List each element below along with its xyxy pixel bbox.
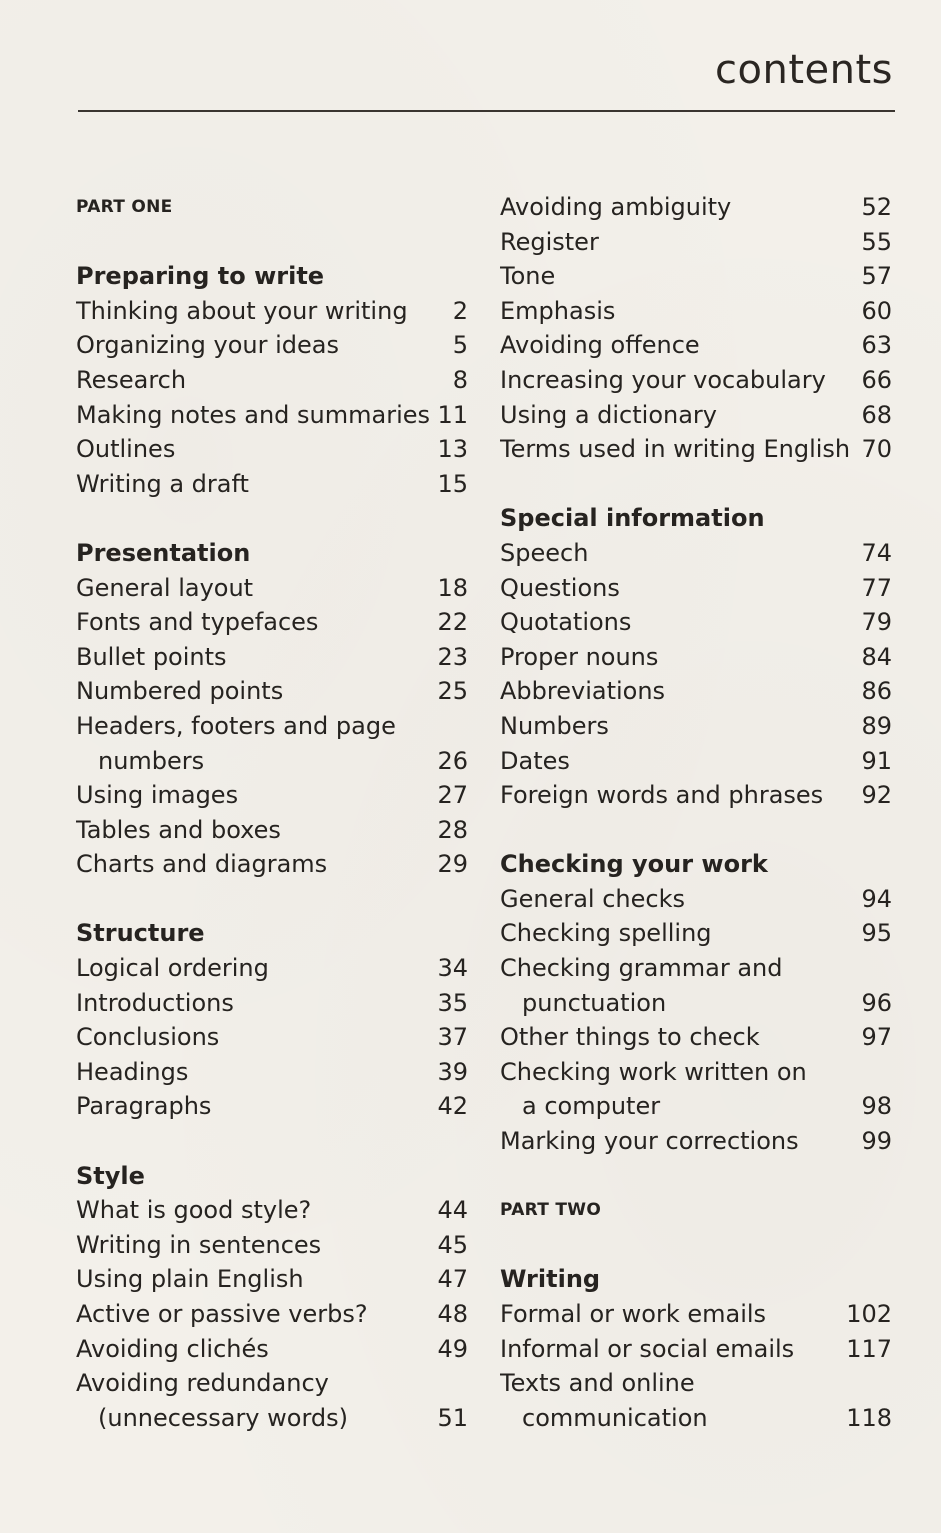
toc-entry-label: numbers	[98, 746, 205, 775]
toc-entry-label: Informal or social emails	[500, 1334, 795, 1363]
toc-entry-label: Questions	[500, 573, 620, 602]
toc-entry	[500, 294, 892, 329]
toc-entry	[76, 674, 468, 709]
toc-page-number: 86	[861, 677, 892, 706]
toc-entry	[500, 190, 892, 225]
spacer	[500, 813, 892, 848]
toc-entry	[76, 1020, 468, 1055]
toc-entry-label: Register	[500, 227, 599, 256]
toc-entry-label: Organizing your ideas	[76, 331, 339, 360]
section-heading-label: Structure	[76, 919, 205, 948]
toc-entry	[500, 1332, 892, 1367]
toc-entry	[76, 1228, 468, 1263]
toc-entry-label: Using plain English	[76, 1265, 304, 1294]
spacer	[76, 1124, 468, 1159]
toc-entry-label: Other things to check	[500, 1023, 760, 1052]
toc-page-number: 118	[846, 1403, 892, 1432]
toc-entry	[500, 986, 892, 1021]
toc-entry	[500, 674, 892, 709]
toc-entry-label: Using images	[76, 781, 239, 810]
toc-page-number: 49	[437, 1334, 468, 1363]
toc-page-number: 34	[437, 954, 468, 983]
toc-entry-label: Terms used in writing English	[500, 435, 851, 464]
toc-page-number: 48	[437, 1300, 468, 1328]
toc-entry-label: Numbered points	[76, 677, 284, 706]
toc-entry	[500, 1124, 892, 1159]
toc-page-number: 102	[846, 1300, 892, 1328]
toc-entry	[76, 1193, 468, 1228]
toc-entry-label: communication	[522, 1403, 708, 1432]
spacer	[76, 882, 468, 917]
toc-entry	[500, 1020, 892, 1055]
toc-entry-label: Writing in sentences	[76, 1230, 322, 1259]
toc-page-number: 42	[437, 1092, 468, 1121]
toc-page-number: 92	[861, 781, 892, 810]
toc-page-number: 95	[861, 919, 892, 948]
toc-page-number: 13	[437, 435, 468, 464]
section-heading-label: Style	[76, 1161, 145, 1190]
toc-entry-label: Avoiding redundancy	[76, 1369, 329, 1398]
toc-entry-label: Research	[76, 365, 187, 394]
toc-page-number: 57	[861, 262, 892, 291]
toc-page-number: 91	[861, 746, 892, 775]
spacer	[500, 1228, 892, 1263]
toc-page-number: 96	[861, 988, 892, 1017]
toc-page-number: 22	[437, 608, 468, 637]
toc-entry	[500, 536, 892, 571]
toc-entry	[76, 1055, 468, 1090]
section-heading	[76, 916, 468, 951]
toc-entry	[76, 571, 468, 606]
toc-page-number: 18	[437, 573, 468, 602]
section-heading-label: Preparing to write	[76, 262, 325, 291]
toc-entry	[500, 1297, 892, 1332]
toc-entry	[76, 1401, 468, 1436]
part-title: PART TWO	[500, 1200, 602, 1221]
toc-entry-label: What is good style?	[76, 1196, 312, 1225]
toc-page-number: 63	[861, 331, 892, 360]
toc-entry	[76, 432, 468, 467]
toc-entry-label: Avoiding clichés	[76, 1334, 269, 1363]
part-label	[500, 1193, 892, 1228]
spacer	[500, 467, 892, 502]
toc-entry	[76, 709, 468, 744]
toc-entry-label: Active or passive verbs?	[76, 1300, 368, 1328]
section-heading	[76, 536, 468, 571]
part-title: PART ONE	[76, 197, 173, 217]
toc-page-number: 39	[437, 1057, 468, 1086]
section-heading	[500, 847, 892, 882]
section-heading-label: Writing	[500, 1265, 601, 1294]
toc-entry	[76, 363, 468, 398]
toc-entry	[76, 605, 468, 640]
toc-page-number: 68	[861, 400, 892, 429]
toc-entry	[76, 1089, 468, 1124]
toc-page-number: 51	[437, 1403, 468, 1432]
toc-entry-label: Making notes and summaries	[76, 400, 431, 429]
toc-page-number: 74	[861, 538, 892, 567]
toc-page-number: 15	[437, 469, 468, 498]
toc-page-number: 84	[861, 642, 892, 671]
toc-page-number: 66	[861, 365, 892, 394]
section-heading	[500, 501, 892, 536]
toc-entry-label: Writing a draft	[76, 469, 249, 498]
toc-entry	[500, 328, 892, 363]
section-heading-label: Special information	[500, 504, 765, 533]
toc-entry-label: Quotations	[500, 608, 632, 637]
toc-entry-label: Charts and diagrams	[76, 850, 328, 879]
toc-entry-label: a computer	[522, 1092, 661, 1121]
toc-entry	[500, 640, 892, 675]
contents-right-column	[500, 190, 892, 1435]
section-heading	[76, 259, 468, 294]
toc-entry-label: General layout	[76, 573, 254, 602]
toc-entry-label: Marking your corrections	[500, 1127, 799, 1156]
toc-page-number: 99	[861, 1127, 892, 1156]
toc-entry	[76, 467, 468, 502]
toc-page-number: 79	[861, 608, 892, 637]
toc-entry	[500, 778, 892, 813]
spacer	[500, 1159, 892, 1194]
toc-entry	[500, 744, 892, 779]
spacer	[76, 501, 468, 536]
toc-entry-label: punctuation	[522, 988, 667, 1017]
toc-page-number: 25	[437, 677, 468, 706]
toc-entry	[500, 259, 892, 294]
toc-entry	[500, 1401, 892, 1436]
toc-page-number: 94	[861, 884, 892, 913]
section-heading-label: Presentation	[76, 538, 251, 567]
toc-entry	[500, 1089, 892, 1124]
toc-entry-label: Texts and online	[500, 1369, 695, 1398]
toc-page-number: 45	[437, 1230, 468, 1259]
toc-entry	[76, 951, 468, 986]
toc-entry	[500, 398, 892, 433]
toc-entry-label: Speech	[500, 538, 589, 567]
toc-entry-label: Headers, footers and page	[76, 711, 396, 740]
part-label	[76, 190, 468, 225]
toc-entry-label: Emphasis	[500, 296, 616, 325]
toc-entry	[500, 951, 892, 986]
spacer	[76, 225, 468, 260]
toc-entry-label: General checks	[500, 884, 685, 913]
toc-entry-label: Tables and boxes	[76, 815, 281, 844]
toc-page-number: 55	[861, 227, 892, 256]
toc-entry	[500, 709, 892, 744]
toc-entry-label: Checking spelling	[500, 919, 712, 948]
toc-entry	[76, 1366, 468, 1401]
toc-page-number: 35	[437, 988, 468, 1017]
toc-entry-label: Checking grammar and	[500, 954, 783, 983]
toc-entry-label: Checking work written on	[500, 1057, 807, 1086]
toc-page-number: 29	[437, 850, 468, 879]
toc-page-number: 60	[861, 296, 892, 325]
toc-page-number: 77	[861, 573, 892, 602]
toc-page-number: 47	[437, 1265, 468, 1294]
toc-page-number: 37	[437, 1023, 468, 1052]
toc-entry	[500, 432, 892, 467]
toc-entry	[500, 882, 892, 917]
section-heading-label: Checking your work	[500, 850, 768, 879]
toc-entry-label: Avoiding ambiguity	[500, 193, 732, 221]
contents-left-column	[76, 190, 468, 1435]
toc-page-number: 44	[437, 1196, 468, 1225]
toc-entry-label: Bullet points	[76, 642, 227, 671]
toc-page-number: 98	[861, 1092, 892, 1121]
toc-entry	[76, 1332, 468, 1367]
toc-entry	[76, 328, 468, 363]
toc-entry	[500, 605, 892, 640]
toc-page-number: 11	[437, 400, 468, 429]
toc-entry	[76, 986, 468, 1021]
toc-entry	[76, 294, 468, 329]
toc-page-number: 5	[452, 331, 468, 360]
toc-entry	[500, 1055, 892, 1090]
toc-entry-label: Outlines	[76, 435, 176, 464]
toc-entry-label: Tone	[500, 262, 556, 291]
toc-entry-label: (unnecessary words)	[98, 1403, 348, 1432]
toc-page-number: 97	[861, 1023, 892, 1052]
toc-entry	[76, 847, 468, 882]
toc-entry-label: Using a dictionary	[500, 400, 717, 429]
toc-entry	[500, 363, 892, 398]
toc-entry	[76, 813, 468, 848]
toc-entry-label: Introductions	[76, 988, 234, 1017]
toc-entry-label: Fonts and typefaces	[76, 608, 319, 637]
toc-entry-label: Proper nouns	[500, 642, 659, 671]
toc-entry-label: Logical ordering	[76, 954, 269, 983]
toc-entry	[500, 225, 892, 260]
toc-page-number: 28	[437, 815, 468, 844]
toc-page-number: 27	[437, 781, 468, 810]
toc-entry	[500, 1366, 892, 1401]
toc-entry-label: Formal or work emails	[500, 1300, 767, 1328]
toc-entry	[76, 398, 468, 433]
toc-entry-label: Numbers	[500, 711, 609, 740]
toc-page-number: 8	[452, 365, 468, 394]
toc-entry-label: Foreign words and phrases	[500, 781, 824, 810]
toc-entry-label: Abbreviations	[500, 677, 666, 706]
toc-entry-label: Headings	[76, 1057, 189, 1086]
section-heading	[76, 1159, 468, 1194]
toc-entry-label: Paragraphs	[76, 1092, 212, 1121]
toc-entry	[500, 571, 892, 606]
toc-entry-label: Avoiding offence	[500, 331, 700, 360]
page-title: contents	[715, 47, 893, 93]
toc-entry-label: Increasing your vocabulary	[500, 365, 826, 394]
toc-entry	[76, 1262, 468, 1297]
toc-entry	[76, 640, 468, 675]
toc-page-number: 117	[846, 1334, 892, 1363]
toc-page-number: 26	[437, 746, 468, 775]
toc-entry	[76, 744, 468, 779]
toc-entry-label: Dates	[500, 746, 570, 775]
section-heading	[500, 1262, 892, 1297]
toc-entry	[500, 916, 892, 951]
toc-entry	[76, 1297, 468, 1332]
toc-page-number: 89	[861, 711, 892, 740]
toc-page-number: 23	[437, 642, 468, 671]
toc-entry-label: Thinking about your writing	[76, 296, 408, 325]
toc-page-number: 70	[861, 435, 892, 464]
toc-page-number: 52	[861, 193, 892, 221]
toc-entry	[76, 778, 468, 813]
title-divider	[78, 110, 895, 112]
toc-page-number: 2	[452, 296, 468, 325]
toc-entry-label: Conclusions	[76, 1023, 220, 1052]
